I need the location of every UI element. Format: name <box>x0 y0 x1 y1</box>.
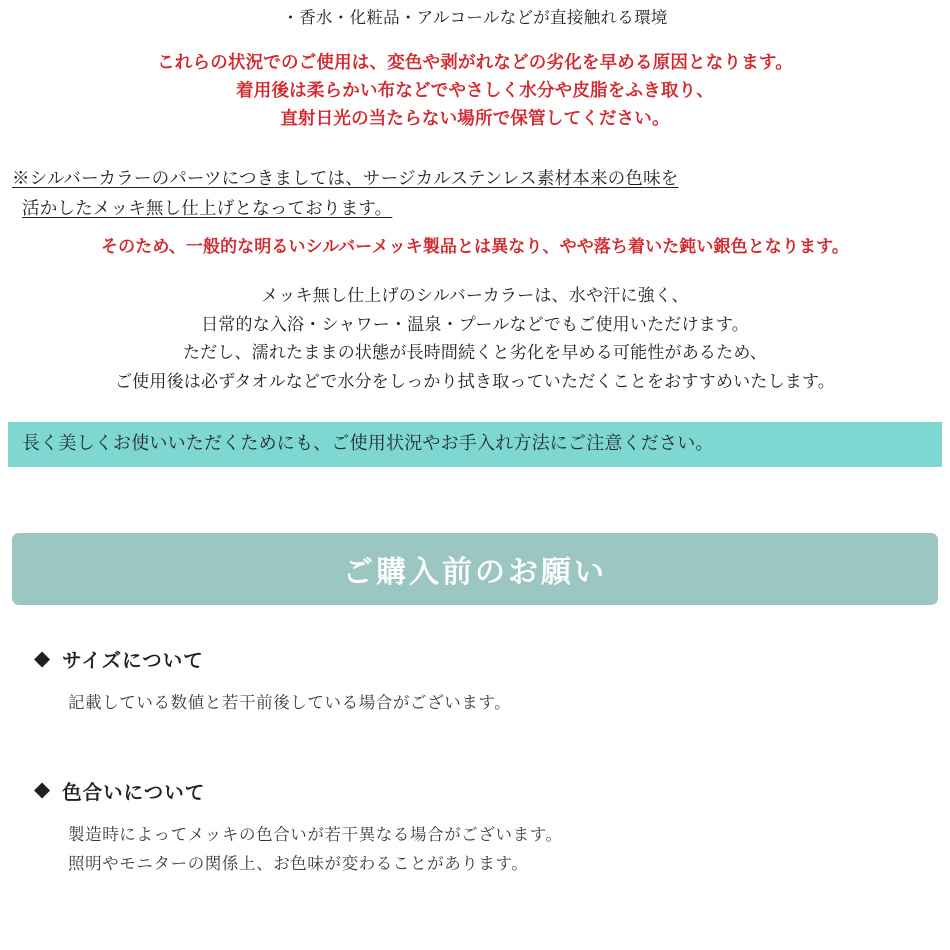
silver-body-line-4: ご使用後は必ずタオルなどで水分をしっかり拭き取っていただくことをおすすめいたします。 <box>114 371 836 391</box>
silver-red-note: そのため、一般的な明るいシルバーメッキ製品とは異なり、やや落ち着いた鈍い銀色となります。 <box>101 236 849 256</box>
diamond-icon: ◆ <box>34 778 51 802</box>
list-item <box>34 645 916 718</box>
item-body-line: 製造時によってメッキの色合いが若干異なる場合がございます。 <box>68 825 563 844</box>
item-body <box>34 689 916 718</box>
silver-color-section <box>0 163 950 397</box>
care-condition-line: ・香水・化粧品・アルコールなどが直接触れる環境 <box>282 9 668 27</box>
care-warning-line-1: これらの状況でのご使用は、変色や剥がれなどの劣化を早める原因となります。 <box>157 51 793 72</box>
silver-body-line-3: ただし、濡れたままの状態が長時間続くと劣化を早める可能性があるため、 <box>182 343 768 363</box>
silver-heading <box>12 163 938 223</box>
list-item <box>34 777 916 880</box>
item-title-row <box>34 645 916 673</box>
care-notice-block <box>0 0 950 133</box>
pre-purchase-items <box>0 645 950 879</box>
item-title: 色合いについて <box>62 781 206 804</box>
silver-heading-line-1: ※シルバーカラーのパーツにつきましては、サージカルステンレス素材本来の色味を <box>12 167 679 188</box>
item-title: サイズについて <box>62 650 204 673</box>
diamond-icon: ◆ <box>34 646 51 670</box>
care-warning-line-3: 直射日光の当たらない場所で保管してください。 <box>280 108 670 129</box>
item-body <box>34 821 916 880</box>
section-header-bar <box>12 533 938 605</box>
section-header-title: ご購入前のお願い <box>343 556 607 590</box>
silver-body-line-2: 日常的な入浴・シャワー・温泉・プールなどでもご使用いただけます。 <box>201 314 749 334</box>
item-title-row <box>34 777 916 805</box>
care-highlight-banner: 長く美しくお使いいただくためにも、ご使用状況やお手入れ方法にご注意ください。 <box>8 422 942 467</box>
care-warning-block <box>0 48 950 133</box>
care-warning-line-2: 着用後は柔らかい布などでやさしく水分や皮脂をふき取り、 <box>236 79 714 100</box>
silver-body-text <box>12 282 938 396</box>
item-body-line: 記載している数値と若干前後している場合がございます。 <box>68 694 512 713</box>
silver-body-line-1: メッキ無し仕上げのシルバーカラーは、水や汗に強く、 <box>261 285 689 305</box>
silver-heading-line-2: 活かしたメッキ無し仕上げとなっております。 <box>22 197 393 218</box>
item-body-line: 照明やモニターの関係上、お色味が変わることがあります。 <box>68 854 529 873</box>
